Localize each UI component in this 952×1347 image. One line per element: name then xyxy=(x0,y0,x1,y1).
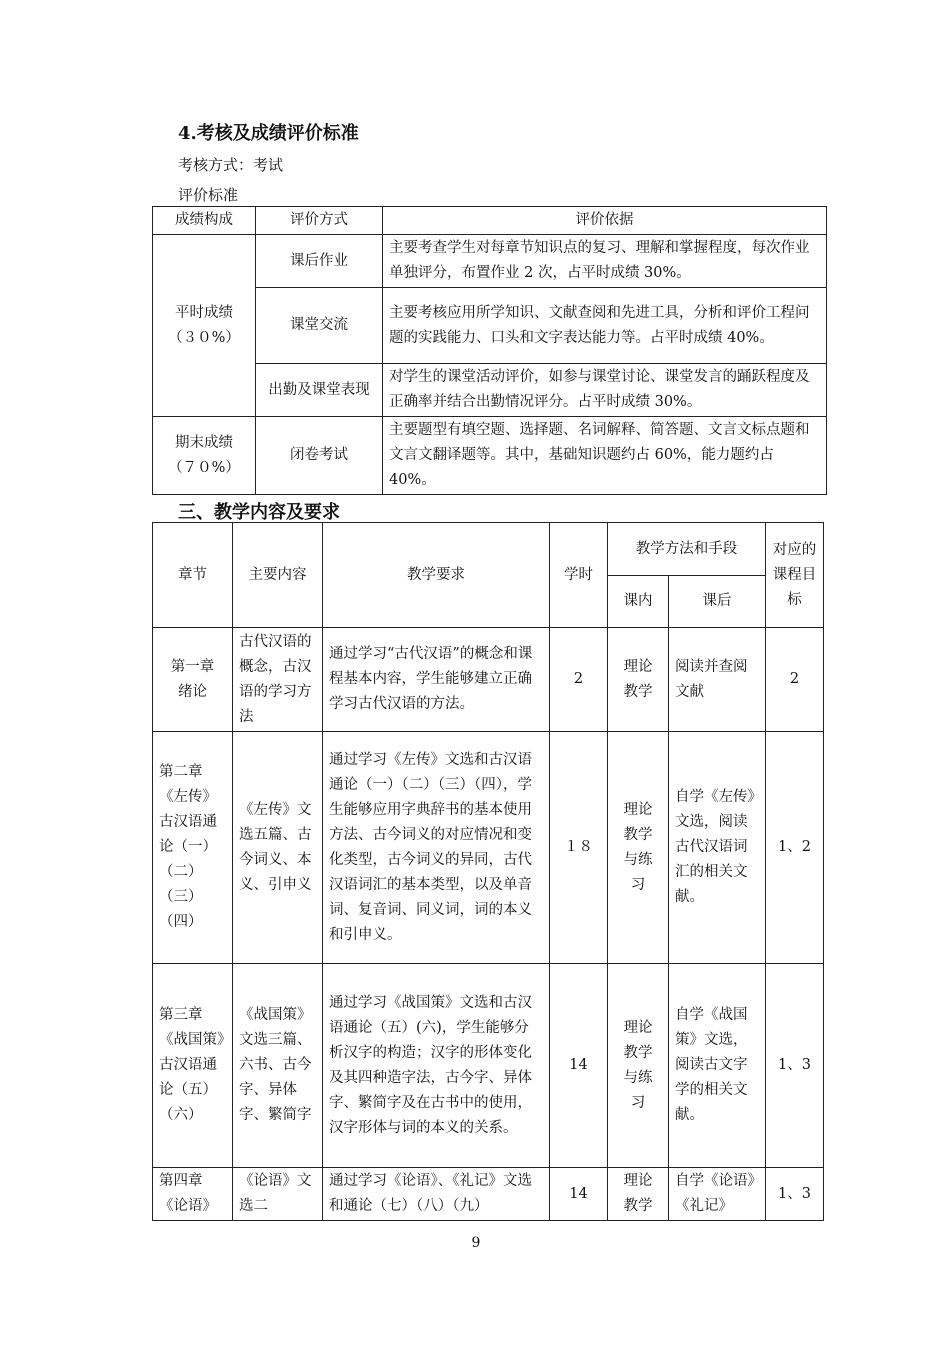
grading-basis: 主要题型有填空题、选择题、名词解释、简答题、文言文标点题和文言文翻译题等。其中，基础知识题约占 60%，能力题约占 40%。 xyxy=(383,417,827,495)
grading-basis: 主要考查学生对每章节知识点的复习、理解和掌握程度，每次作业单独评分，布置作业 2 次，占平时成绩 30%。 xyxy=(383,235,827,288)
chapter-cell: 第四章《论语》 xyxy=(153,1168,233,1221)
table-row xyxy=(153,964,824,1168)
in-class-cell: 理论 教学 与练 习 xyxy=(608,732,669,964)
hours-cell: １８ xyxy=(550,732,608,964)
requirement-cell: 通过学习“古代汉语”的概念和课程基本内容，学生能够建立正确学习古代汉语的方法。 xyxy=(323,628,550,732)
regular-grade-label: 平时成绩 （３０%） xyxy=(153,235,256,417)
header-hours: 学时 xyxy=(550,523,608,628)
main-content-cell: 《战国策》文选三篇、六书、古今字、异体字、繁简字 xyxy=(233,964,323,1168)
grading-method: 课后作业 xyxy=(256,235,383,288)
grading-method: 出勤及课堂表现 xyxy=(256,364,383,417)
grading-header-composition: 成绩构成 xyxy=(153,207,256,235)
objective-cell: 1、3 xyxy=(766,964,824,1168)
in-class-cell: 理论 教学 与练 习 xyxy=(608,964,669,1168)
header-in-class: 课内 xyxy=(608,576,669,628)
hours-cell: 14 xyxy=(550,1168,608,1221)
section-heading-assessment: 4.考核及成绩评价标准 xyxy=(178,123,359,144)
grading-header-method: 评价方式 xyxy=(256,207,383,235)
chapter-cell: 第一章 绪论 xyxy=(153,628,233,732)
after-class-cell: 自学《战国策》文选，阅读古文字学的相关文献。 xyxy=(669,964,766,1168)
criteria-label: 评价标准 xyxy=(178,186,239,204)
header-after-class: 课后 xyxy=(669,576,766,628)
header-requirement: 教学要求 xyxy=(323,523,550,628)
header-methods: 教学方法和手段 xyxy=(608,523,766,576)
page-number: 9 xyxy=(471,1235,481,1251)
objective-cell: 2 xyxy=(766,628,824,732)
chapter-cell: 第二章《左传》古汉语通论（一）（二）（三）（四） xyxy=(153,732,233,964)
after-class-cell: 自学《左传》文选，阅读古代汉语词汇的相关文献。 xyxy=(669,732,766,964)
grading-method: 闭卷考试 xyxy=(256,417,383,495)
grading-basis: 主要考核应用所学知识、文献查阅和先进工具，分析和评价工程问题的实践能力、口头和文字表达能力等。占平时成绩 40%。 xyxy=(383,288,827,364)
main-content-cell: 《左传》文选五篇、古今词义、本义、引申义 xyxy=(233,732,323,964)
table-row xyxy=(153,1168,824,1221)
section-heading-content: 三、教学内容及要求 xyxy=(178,502,340,523)
header-objective: 对应的课程目标 xyxy=(766,523,824,628)
chapter-cell: 第三章《战国策》古汉语通论（五）（六） xyxy=(153,964,233,1168)
after-class-cell: 阅读并查阅文献 xyxy=(669,628,766,732)
grading-method: 课堂交流 xyxy=(256,288,383,364)
hours-cell: 2 xyxy=(550,628,608,732)
objective-cell: 1、2 xyxy=(766,732,824,964)
requirement-cell: 通过学习《左传》文选和古汉语通论（一）（二）（三）（四），学生能够应用字典辞书的基本使用方法、古今词义的对应情况和变化类型，古今词义的异同，古代汉语词汇的基本类型，以及单音词、复音词、同义词，词的本义和引申义。 xyxy=(323,732,550,964)
main-content-cell: 古代汉语的概念，古汉语的学习方法 xyxy=(233,628,323,732)
main-content-cell: 《论语》文选二 xyxy=(233,1168,323,1221)
header-main-content: 主要内容 xyxy=(233,523,323,628)
final-grade-label: 期末成绩 （７０%） xyxy=(153,417,256,495)
grading-header-basis: 评价依据 xyxy=(383,207,827,235)
table-row xyxy=(153,732,824,964)
hours-cell: 14 xyxy=(550,964,608,1168)
header-chapter: 章节 xyxy=(153,523,233,628)
grading-basis: 对学生的课堂活动评价，如参与课堂讨论、课堂发言的踊跃程度及正确率并结合出勤情况评分。占平时成绩 30%。 xyxy=(383,364,827,417)
grading-table xyxy=(152,206,827,495)
table-row xyxy=(153,628,824,732)
requirement-cell: 通过学习《论语》、《礼记》文选和通论（七）（八）（九） xyxy=(323,1168,550,1221)
objective-cell: 1、3 xyxy=(766,1168,824,1221)
teaching-content-table xyxy=(152,522,824,1221)
requirement-cell: 通过学习《战国策》文选和古汉语通论（五）(六)，学生能够分析汉字的构造；汉字的形体变化及其四种造字法，古今字、异体字、繁简字及在古书中的使用，汉字形体与词的本义的关系。 xyxy=(323,964,550,1168)
after-class-cell: 自学《论语》《礼记》 xyxy=(669,1168,766,1221)
in-class-cell: 理论 教学 xyxy=(608,628,669,732)
in-class-cell: 理论 教学 xyxy=(608,1168,669,1221)
assessment-method: 考核方式：考试 xyxy=(178,156,284,174)
